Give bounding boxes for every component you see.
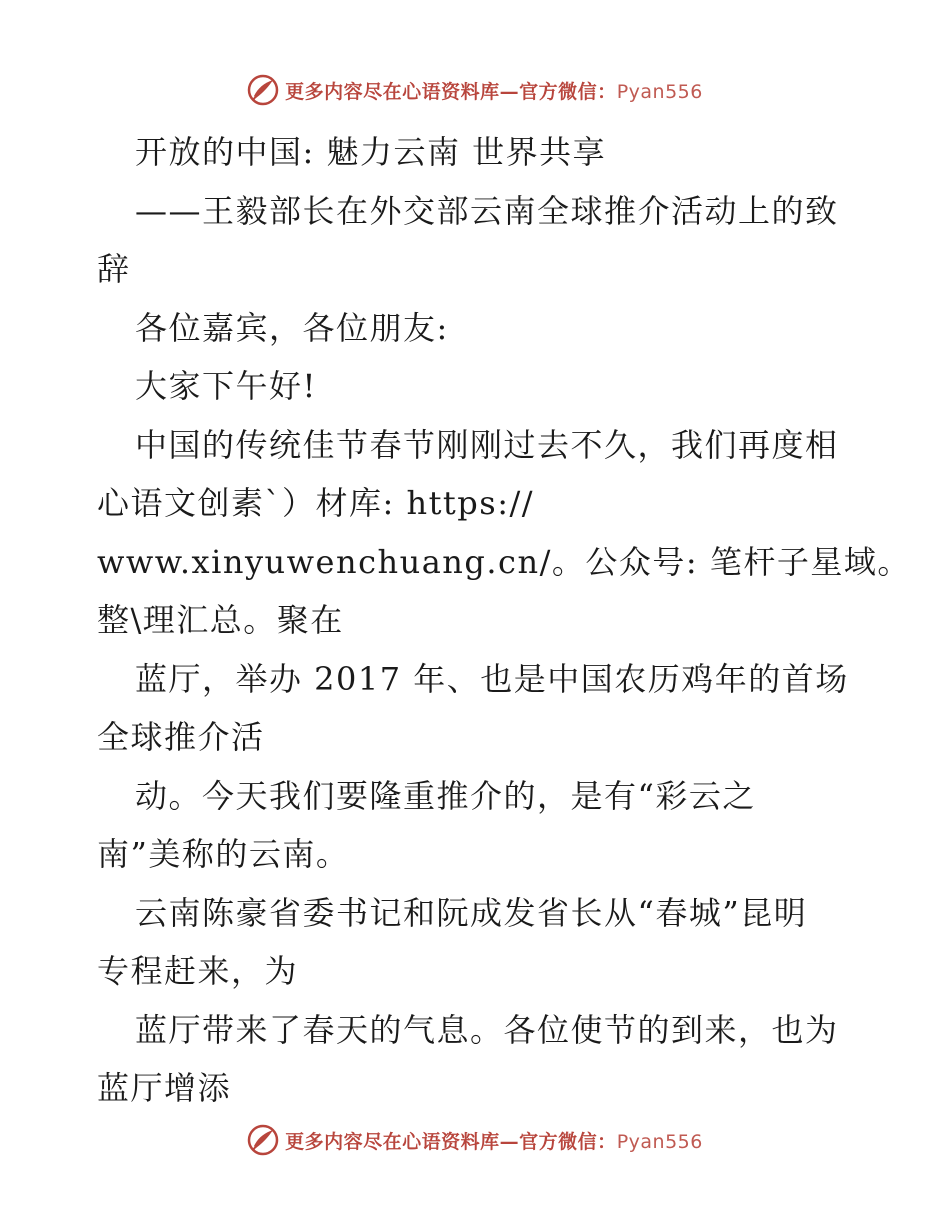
watermark-dash: — xyxy=(499,80,520,103)
text-line: 大家下午好! xyxy=(135,367,317,405)
watermark-text xyxy=(285,77,703,104)
watermark-wechat-label: 官方微信： xyxy=(519,80,617,103)
watermark-group xyxy=(247,1122,703,1158)
text-line: www.xinyuwenchuang.cn/。公众号: 笔杆子星域。 xyxy=(97,542,911,581)
text-line: 动。今天我们要隆重推介的，是有“彩云之 xyxy=(135,776,756,815)
text-line: 整\理汇总。聚在 xyxy=(97,601,344,639)
watermark-wechat-id: Pyan556 xyxy=(616,1130,703,1153)
document-body xyxy=(97,123,911,1118)
watermark-main: 更多内容尽在心语资料库 xyxy=(285,1130,500,1153)
text-line: 云南陈豪省委书记和阮成发省长从“春城”昆明 xyxy=(135,893,808,932)
watermark-dash: — xyxy=(499,1130,520,1153)
watermark-group xyxy=(247,72,703,108)
pen-logo-icon xyxy=(247,74,279,106)
text-line: 南”美称的云南。 xyxy=(97,835,350,873)
text-line: 中国的传统佳节春节刚刚过去不久，我们再度相 xyxy=(135,425,839,464)
text-line: 专程赶来，为 xyxy=(97,952,299,990)
pen-logo-icon xyxy=(247,1124,279,1156)
watermark-text xyxy=(285,1127,703,1154)
text-line: 心语文创素`）材库: https:// xyxy=(97,484,535,522)
watermark-main: 更多内容尽在心语资料库 xyxy=(285,80,500,103)
text-line: 蓝厅，举办 2017 年、也是中国农历鸡年的首场 xyxy=(135,659,849,698)
watermark-wechat-label: 官方微信： xyxy=(519,1130,617,1153)
text-line: 蓝厅增添 xyxy=(97,1069,232,1107)
text-line: 蓝厅带来了春天的气息。各位使节的到来，也为 xyxy=(135,1010,839,1049)
text-line: 辞 xyxy=(97,250,131,288)
text-line: 各位嘉宾，各位朋友: xyxy=(135,308,449,347)
text-line: 全球推介活 xyxy=(97,718,265,756)
watermark-wechat-id: Pyan556 xyxy=(616,80,703,103)
text-line: ——王毅部长在外交部云南全球推介活动上的致 xyxy=(135,191,839,230)
text-line: 开放的中国: 魅力云南 世界共享 xyxy=(135,133,607,171)
footer-watermark xyxy=(0,1122,950,1158)
header-watermark xyxy=(0,72,950,108)
